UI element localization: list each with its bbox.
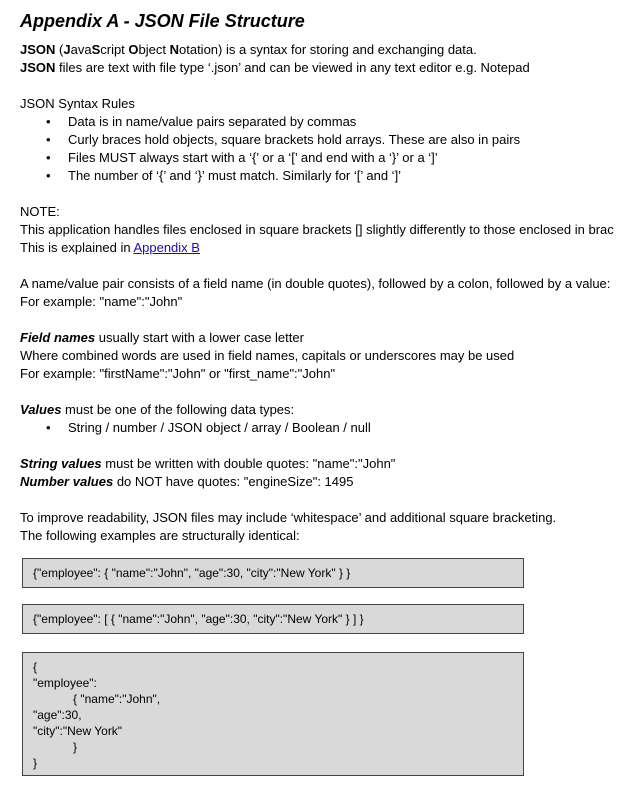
syntax-rules-heading: JSON Syntax Rules xyxy=(20,96,135,111)
code-line: { xyxy=(33,660,38,674)
string-values-term: String values xyxy=(20,456,102,471)
string-values-line: String values must be written with double quotes: "name":"John" xyxy=(20,456,396,471)
code-line: { "name":"John", xyxy=(33,692,161,706)
field-names-term: Field names xyxy=(20,330,96,345)
code-line: "employee": xyxy=(33,676,97,690)
note-line-1: This application handles files enclosed in square brackets [] slightly differently to those enclosed in brac xyxy=(20,222,614,237)
json-example-box-1 xyxy=(22,558,524,588)
field-names-line-3: For example: "firstName":"John" or "first_name":"John" xyxy=(20,366,336,381)
page-title: Appendix A - JSON File Structure xyxy=(20,11,305,31)
json-term: JSON xyxy=(20,42,56,57)
code-line: } xyxy=(33,756,38,770)
number-values-term: Number values xyxy=(20,474,114,489)
code-line: {"employee": [ { "name":"John", "age":30, "city":"New York" } ] } xyxy=(33,612,364,626)
values-term: Values xyxy=(20,402,62,417)
code-line: {"employee": { "name":"John", "age":30, "city":"New York" } } xyxy=(33,566,351,580)
code-line: "age":30, xyxy=(33,708,82,722)
intro-line-1: JSON (JavaScript Object Notation) is a syntax for storing and exchanging data. xyxy=(20,42,477,57)
values-list xyxy=(20,419,633,437)
field-names-line-2: Where combined words are used in field names, capitals or underscores may be used xyxy=(20,348,515,363)
code-line: } xyxy=(33,740,78,754)
list-item: • Data is in name/value pairs separated by commas xyxy=(20,113,633,131)
json-term: JSON xyxy=(20,60,56,75)
document-page xyxy=(20,10,633,545)
list-item: • Files MUST always start with a ‘{’ or a ‘[’ and end with a ‘}’ or a ‘]’ xyxy=(20,149,633,167)
name-value-line-1: A name/value pair consists of a field name (in double quotes), followed by a colon, followed by a value: xyxy=(20,276,611,291)
syntax-rules-list xyxy=(20,113,633,185)
json-example-box-2 xyxy=(22,604,524,634)
json-example-box-3 xyxy=(22,652,524,776)
list-item: • The number of ‘{’ and ‘}’ must match. Similarly for ‘[’ and ‘]’ xyxy=(20,167,633,185)
number-values-line: Number values do NOT have quotes: "engineSize": 1495 xyxy=(20,474,354,489)
list-item: • Curly braces hold objects, square brackets hold arrays. These are also in pairs xyxy=(20,131,633,149)
intro-line-2: JSON files are text with file type ‘.json’ and can be viewed in any text editor e.g. Notepad xyxy=(20,60,530,75)
name-value-line-2: For example: "name":"John" xyxy=(20,294,183,309)
readability-line-2: The following examples are structurally identical: xyxy=(20,528,300,543)
note-label: NOTE: xyxy=(20,204,60,219)
values-line: Values must be one of the following data types: xyxy=(20,402,295,417)
list-item: • String / number / JSON object / array / Boolean / null xyxy=(20,419,633,437)
field-names-line-1: Field names usually start with a lower case letter xyxy=(20,330,304,345)
note-line-2: This is explained in Appendix B xyxy=(20,240,200,255)
readability-line-1: To improve readability, JSON files may include ‘whitespace’ and additional square bracketing. xyxy=(20,510,557,525)
appendix-b-link[interactable]: Appendix B xyxy=(133,240,200,255)
code-line: "city":"New York" xyxy=(33,724,123,738)
